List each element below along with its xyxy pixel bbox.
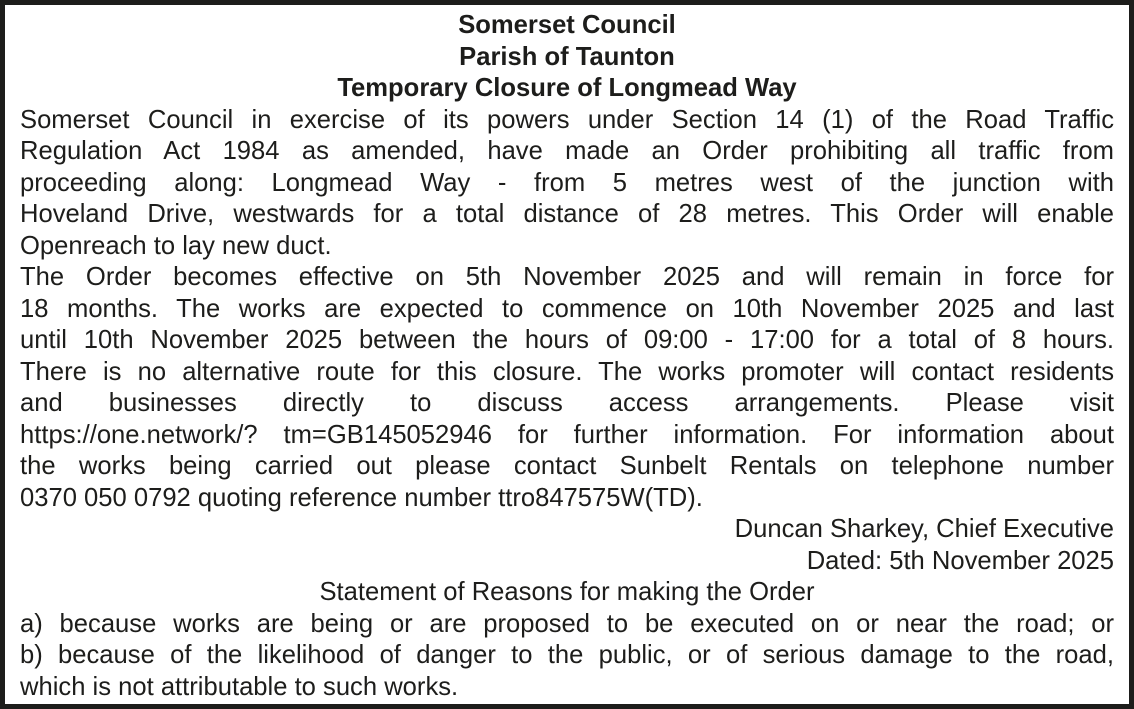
notice-body: [20, 105, 1114, 704]
notice-line: until 10th November 2025 between the hours of 09:00 - 17:00 for a total of 8 hours.: [20, 326, 1114, 354]
notice-line: 0370 050 0792 quoting reference number ttro847575W(TD).: [20, 483, 703, 512]
notice-line: which is not attributable to such works.: [20, 672, 459, 701]
notice-line: Hoveland Drive, westwards for a total distance of 28 metres. This Order will enable: [20, 200, 1114, 228]
notice-line: b) because of the likelihood of danger to the public, or of serious damage to the road,: [20, 641, 1114, 669]
notice-line: and businesses directly to discuss access arrangements. Please visit: [20, 389, 1114, 417]
notice-line: Openreach to lay new duct.: [20, 231, 332, 260]
notice-line: The Order becomes effective on 5th November 2025 and will remain in force for: [20, 263, 1114, 291]
parish-name: Parish of Taunton: [459, 42, 675, 71]
notice-line: the works being carried out please contact Sunbelt Rentals on telephone number: [20, 452, 1114, 480]
notice-title: Temporary Closure of Longmead Way: [337, 74, 797, 102]
notice-line: Dated: 5th November 2025: [806, 546, 1114, 575]
notice-line: Somerset Council in exercise of its powers under Section 14 (1) of the Road Traffic: [20, 105, 1114, 134]
notice-line: Regulation Act 1984 as amended, have made an Order prohibiting all traffic from: [20, 137, 1114, 165]
notice-line: Duncan Sharkey, Chief Executive: [734, 515, 1114, 543]
notice-line: proceeding along: Longmead Way - from 5 metres west of the junction with: [20, 168, 1114, 197]
notice-line: There is no alternative route for this closure. The works promoter will contact residents: [20, 357, 1114, 386]
notice-line: Statement of Reasons for making the Order: [319, 578, 815, 606]
notice-line: 18 months. The works are expected to commence on 10th November 2025 and last: [20, 294, 1114, 323]
notice-heading: [20, 10, 1114, 105]
notice-line: https://one.network/? tm=GB145052946 for further information. For information about: [20, 420, 1114, 449]
council-name: Somerset Council: [458, 11, 676, 39]
notice-line: a) because works are being or are proposed to be executed on or near the road; or: [20, 609, 1114, 638]
